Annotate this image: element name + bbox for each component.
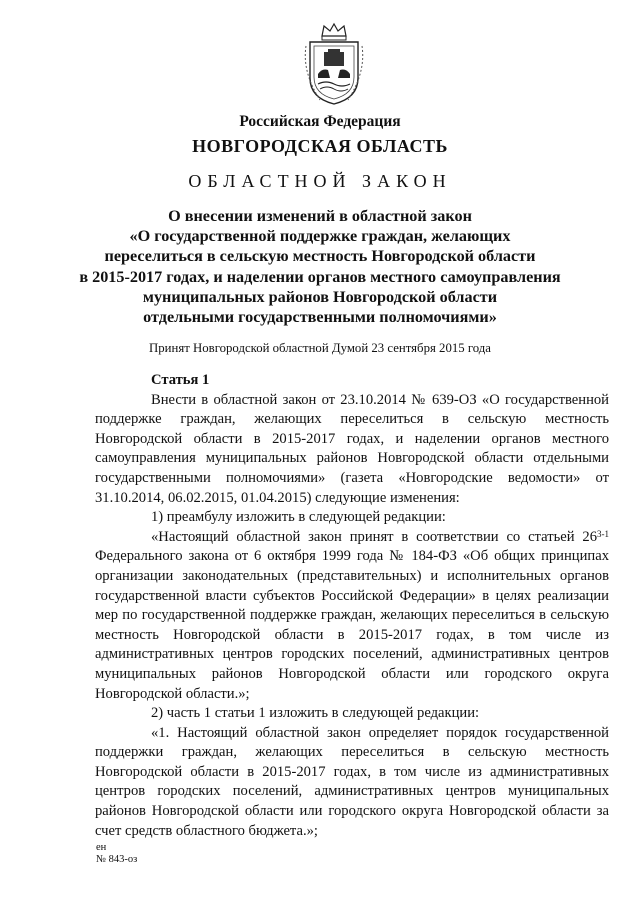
item-1-text-start: «Настоящий областной закон принят в соответствии со статьей 26	[151, 528, 597, 545]
item-2-text: «1. Настоящий областной закон определяет порядок государственной поддержки граждан, желающих переселиться в сельскую местность Новгородской области в 2015-2017 годах, в том числе из административных центров городских поселений, административных центров муниципальных районов Новгородской области или городского округа Новгородской области за счет средств областного бюджета.»;	[95, 724, 609, 839]
title-line: «О государственной поддержке граждан, желающих	[129, 227, 511, 246]
title-line: отдельными государственными полномочиями»	[143, 308, 497, 327]
novgorod-coat-of-arms-icon	[300, 22, 368, 106]
adoption-note: Принят Новгородской областной Думой 23 сентября 2015 года	[149, 341, 491, 355]
item-1-text-end: Федерального закона от 6 октября 1999 года № 184-ФЗ «Об общих принципах организации законодательных (представительных) и исполнительных органов государственной власти субъектов Российской Федерации» в целях реализации мер по государственной поддержке граждан, желающих переселиться в сельскую местность Новгородской области в 2015-2017 годах, в том числе из административных центров городских поселений, административных центров муниципальных районов Новгородской области или городского округа Новгородской области.»;	[95, 548, 609, 702]
document-body	[95, 371, 609, 841]
law-title	[0, 206, 640, 327]
title-line: в 2015-2017 годах, и наделении органов местного самоуправления	[79, 267, 561, 286]
article-heading: Статья 1	[151, 372, 210, 388]
article-intro: Внести в областной закон от 23.10.2014 № 639-ОЗ «О государственной поддержке граждан, желающих переселиться в сельскую местность Новгородской области в 2015-2017 годах, и наделении органов местного самоуправления муниципальных районов Новгородской области отдельными государственными полномочиями» (газета «Новгородские ведомости» от 31.10.2014, 06.02.2015, 01.04.2015) следующие изменения:	[95, 391, 609, 506]
footer-initials: ен	[96, 842, 107, 853]
law-type: ОБЛАСТНОЙ ЗАКОН	[188, 171, 452, 191]
title-line: О внесении изменений в областной закон	[168, 207, 472, 225]
footer-number: № 843-оз	[96, 854, 138, 865]
item-1-label: 1) преамбулу изложить в следующей редакции:	[151, 509, 446, 526]
title-line: переселиться в сельскую местность Новгородской области	[104, 247, 536, 266]
document-footer	[96, 842, 137, 866]
region-name: НОВГОРОДСКАЯ ОБЛАСТЬ	[192, 136, 448, 156]
item-2-label: 2) часть 1 статьи 1 изложить в следующей редакции:	[151, 705, 480, 722]
country-name: Российская Федерация	[239, 113, 401, 130]
article-superscript: 3-1	[597, 528, 609, 539]
item-1-text	[95, 528, 609, 704]
title-line: муниципальных районов Новгородской области	[142, 287, 498, 306]
